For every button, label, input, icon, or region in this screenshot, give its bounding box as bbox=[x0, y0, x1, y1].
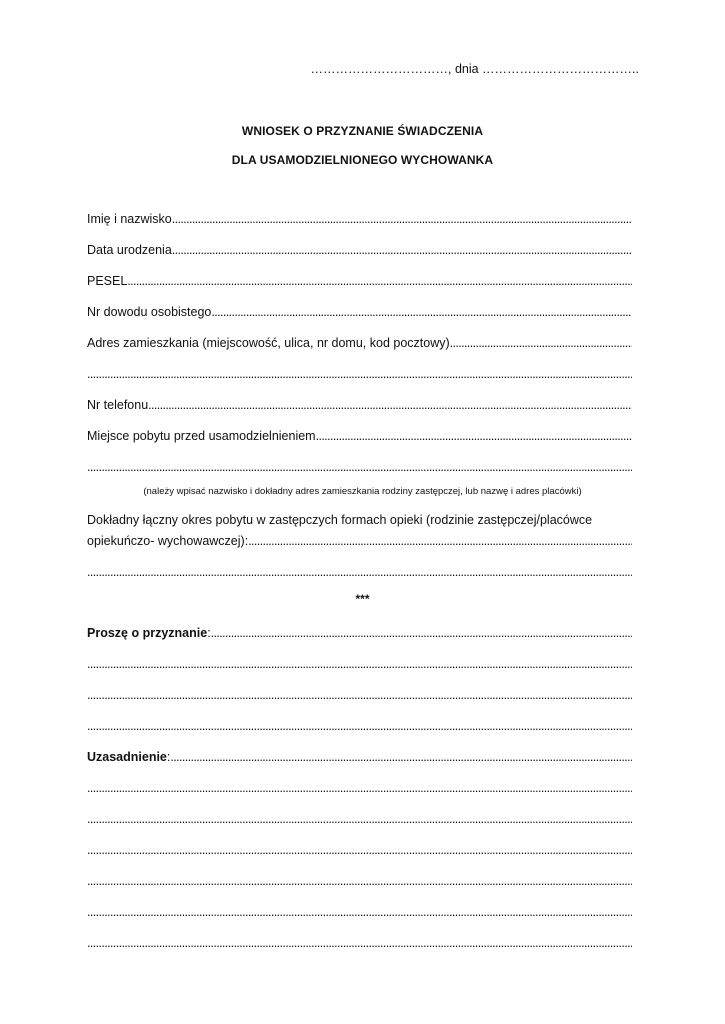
request-dotted-line-3[interactable] bbox=[87, 687, 632, 703]
request-dotted-line[interactable] bbox=[211, 625, 632, 641]
justification-dotted-line-5[interactable] bbox=[87, 873, 632, 889]
address-dotted-line[interactable] bbox=[450, 335, 632, 351]
request-dotted-line-2[interactable] bbox=[87, 656, 632, 672]
form-title-line1: WNIOSEK O PRZYZNANIE ŚWIADCZENIA bbox=[241, 124, 484, 138]
address-field[interactable] bbox=[87, 335, 632, 351]
residence-before-label: Miejsce pobytu przed usamodzielnieniem bbox=[87, 429, 316, 443]
justification-line-7[interactable] bbox=[87, 935, 632, 951]
section-separator: *** bbox=[355, 592, 370, 606]
residence-before-dotted-line[interactable] bbox=[316, 428, 632, 444]
care-period-continuation-line[interactable] bbox=[87, 564, 632, 580]
request-colon: : bbox=[207, 626, 211, 640]
id-number-dotted-line[interactable] bbox=[211, 304, 632, 320]
name-field[interactable] bbox=[87, 211, 632, 227]
birth-date-field[interactable] bbox=[87, 242, 632, 258]
residence-dotted-line-2[interactable] bbox=[87, 459, 632, 475]
request-line-3[interactable] bbox=[87, 687, 632, 703]
phone-dotted-line[interactable] bbox=[148, 397, 632, 413]
care-period-dotted-line-2[interactable] bbox=[87, 564, 632, 580]
request-line-4[interactable] bbox=[87, 718, 632, 734]
place-date-line[interactable]: ……………………………, dnia ……………………………….. bbox=[310, 62, 639, 76]
id-number-label: Nr dowodu osobistego bbox=[87, 305, 212, 319]
id-number-field[interactable] bbox=[87, 304, 632, 320]
justification-field[interactable] bbox=[87, 749, 632, 765]
pesel-dotted-line[interactable] bbox=[127, 273, 632, 289]
justification-line-5[interactable] bbox=[87, 873, 632, 889]
justification-dotted-line-4[interactable] bbox=[87, 842, 632, 858]
justification-label: Uzasadnienie bbox=[87, 750, 167, 764]
justification-dotted-line-3[interactable] bbox=[87, 811, 632, 827]
justification-dotted-line-2[interactable] bbox=[87, 780, 632, 796]
birth-date-dotted-line[interactable] bbox=[172, 242, 632, 258]
justification-line-3[interactable] bbox=[87, 811, 632, 827]
care-period-line1: Dokładny łączny okres pobytu w zastępczych formach opieki (rodzinie zastępczej/placówce bbox=[87, 513, 593, 527]
birth-date-label: Data urodzenia bbox=[87, 243, 172, 257]
pesel-label: PESEL bbox=[87, 274, 128, 288]
form-title-line2: DLA USAMODZIELNIONEGO WYCHOWANKA bbox=[231, 153, 494, 167]
care-period-label: opiekuńczo- wychowawczej): bbox=[87, 534, 249, 548]
address-dotted-line-2[interactable] bbox=[87, 366, 632, 382]
justification-line-6[interactable] bbox=[87, 904, 632, 920]
justification-dotted-line-7[interactable] bbox=[87, 935, 632, 951]
name-label: Imię i nazwisko bbox=[87, 212, 172, 226]
justification-colon: : bbox=[166, 750, 171, 764]
care-period-dotted-line[interactable] bbox=[248, 533, 632, 549]
phone-label: Nr telefonu bbox=[87, 398, 149, 412]
address-label: Adres zamieszkania (miejscowość, ulica, nr domu, kod pocztowy) bbox=[87, 336, 450, 350]
justification-line-4[interactable] bbox=[87, 842, 632, 858]
name-dotted-line[interactable] bbox=[172, 211, 632, 227]
pesel-field[interactable] bbox=[87, 273, 632, 289]
request-label: Proszę o przyznanie bbox=[87, 626, 208, 640]
care-period-question bbox=[87, 511, 632, 530]
request-dotted-line-4[interactable] bbox=[87, 718, 632, 734]
justification-dotted-line[interactable] bbox=[170, 749, 632, 765]
residence-continuation-line[interactable] bbox=[87, 459, 632, 475]
phone-field[interactable] bbox=[87, 397, 632, 413]
request-field[interactable] bbox=[87, 625, 632, 641]
justification-line-2[interactable] bbox=[87, 780, 632, 796]
care-period-field[interactable] bbox=[87, 533, 632, 549]
address-continuation-line[interactable] bbox=[87, 366, 632, 382]
residence-note: (należy wpisać nazwisko i dokładny adres zamieszkania rodziny zastępczej, lub nazwę i adres placówki) bbox=[143, 486, 582, 497]
justification-dotted-line-6[interactable] bbox=[87, 904, 632, 920]
residence-before-field[interactable] bbox=[87, 428, 632, 444]
request-line-2[interactable] bbox=[87, 656, 632, 672]
